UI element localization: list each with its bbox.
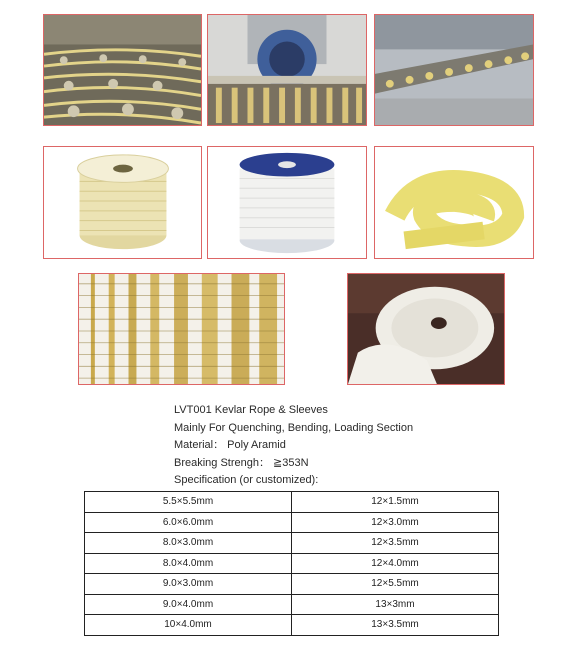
- spec-cell: 8.0×4.0mm: [85, 553, 292, 574]
- product-usage: Mainly For Quenching, Bending, Loading Section: [174, 421, 414, 434]
- kevlar-rope-spool-photo: [43, 146, 202, 259]
- table-row: [85, 615, 499, 636]
- spec-cell: 9.0×4.0mm: [85, 594, 292, 615]
- spec-cell: 10×4.0mm: [85, 615, 292, 636]
- table-row: [85, 492, 499, 513]
- product-breaking-strength: Breaking Strengh： ≧353N: [174, 456, 309, 469]
- spec-cell: 12×3.0mm: [292, 512, 499, 533]
- specification-table: [84, 491, 499, 636]
- table-row: [85, 594, 499, 615]
- braiding-machine-photo-1: [43, 14, 202, 126]
- spec-cell: 13×3.5mm: [292, 615, 499, 636]
- spec-cell: 13×3mm: [292, 594, 499, 615]
- white-rope-spool-photo: [207, 146, 367, 259]
- spec-heading: Specification (or customized):: [174, 474, 319, 486]
- spec-cell: 12×5.5mm: [292, 574, 499, 595]
- table-row: [85, 512, 499, 533]
- spec-cell: 12×1.5mm: [292, 492, 499, 513]
- braiding-machine-photo-3: [374, 14, 534, 126]
- table-row: [85, 553, 499, 574]
- table-row: [85, 533, 499, 554]
- spec-cell: 5.5×5.5mm: [85, 492, 292, 513]
- spec-cell: 8.0×3.0mm: [85, 533, 292, 554]
- kevlar-sleeve-photo: [374, 146, 534, 259]
- table-row: [85, 574, 499, 595]
- product-info: [174, 402, 413, 490]
- spec-cell: 12×4.0mm: [292, 553, 499, 574]
- spec-cell: 12×3.5mm: [292, 533, 499, 554]
- spec-cell: 9.0×3.0mm: [85, 574, 292, 595]
- spec-cell: 6.0×6.0mm: [85, 512, 292, 533]
- kevlar-braided-strips-photo: [78, 273, 285, 385]
- product-material: Material： Poly Aramid: [174, 439, 286, 451]
- braiding-machine-photo-2: [207, 14, 367, 126]
- white-tape-roll-photo: [347, 273, 505, 385]
- product-title: LVT001 Kevlar Rope & Sleeves: [174, 404, 328, 416]
